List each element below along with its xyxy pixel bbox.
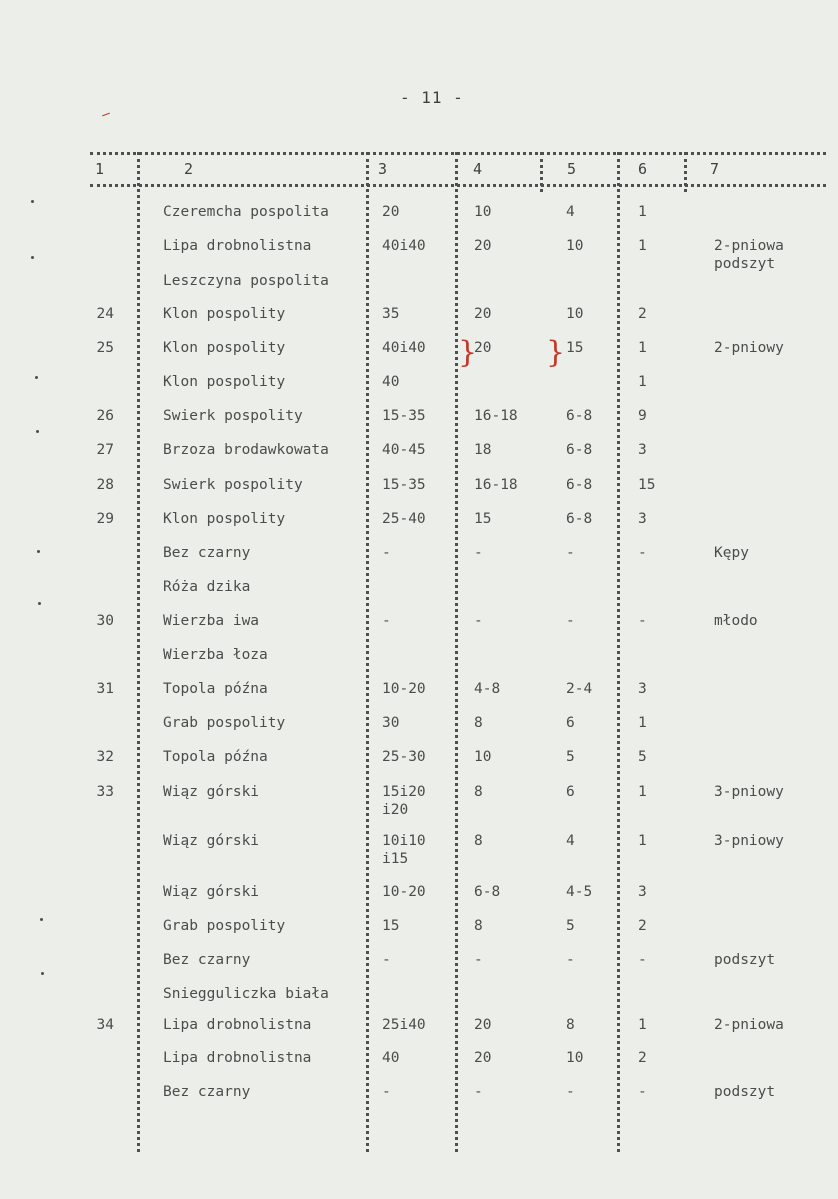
table-row [0, 510, 838, 544]
col4-value: 8 [474, 784, 483, 800]
col6-value: 1 [638, 784, 647, 800]
red-pen-mark [102, 113, 110, 117]
col3-value: 35 [382, 306, 400, 322]
col3-value: - [382, 545, 391, 561]
col4-value: 8 [474, 918, 483, 934]
col3-value: 15 [382, 918, 400, 934]
table-row [0, 917, 838, 951]
table-row [0, 441, 838, 475]
col4-value: 20 [474, 1050, 492, 1066]
col5-value: - [566, 613, 575, 629]
col6-value: - [638, 952, 647, 968]
species-name: Swierk pospolity [163, 408, 303, 424]
col5-value: 4 [566, 833, 575, 849]
col3-value: 25-30 [382, 749, 426, 765]
table-row [0, 783, 838, 817]
column-header-3: 3 [378, 160, 388, 178]
col6-value: 2 [638, 918, 647, 934]
page-number: - 11 - [400, 88, 464, 107]
col6-value: 15 [638, 477, 656, 493]
red-brace-col4: } [458, 335, 478, 370]
col4-value: - [474, 613, 483, 629]
table-row [0, 373, 838, 407]
species-name: Grab pospolity [163, 715, 286, 731]
species-name: Klon pospolity [163, 340, 286, 356]
species-name: Bez czarny [163, 952, 251, 968]
col5-value: - [566, 1084, 575, 1100]
species-name: Róża dzika [163, 579, 251, 595]
col6-value: 3 [638, 511, 647, 527]
species-name: Grab pospolity [163, 918, 286, 934]
col4-value: 20 [474, 340, 492, 356]
table-row [0, 335, 838, 373]
col3-value: 25i40 [382, 1017, 426, 1033]
table-row [0, 407, 838, 441]
col6-value: 1 [638, 715, 647, 731]
col6-value: 1 [638, 374, 647, 390]
col7-note: podszyt [714, 1084, 776, 1100]
col6-value: 1 [638, 1017, 647, 1033]
table-row [0, 578, 838, 612]
col5-value: 8 [566, 1017, 575, 1033]
column-header-5: 5 [567, 160, 577, 178]
col4-value: 20 [474, 238, 492, 254]
col5-value: 4 [566, 204, 575, 220]
table-top-rule [90, 152, 826, 155]
row-number: 25 [96, 340, 114, 356]
table-row [0, 612, 838, 646]
col6-value: - [638, 613, 647, 629]
col7-note: podszyt [714, 952, 776, 968]
col4-value: - [474, 545, 483, 561]
table-row [0, 544, 838, 578]
table-row [0, 883, 838, 917]
col4-value: 18 [474, 442, 492, 458]
col7-note: 3-pniowy [714, 833, 784, 849]
col5-value: 10 [566, 1050, 584, 1066]
col7-note: 2-pniowa podszyt [714, 238, 784, 272]
table-row [0, 1049, 838, 1083]
species-name: Wierzba łoza [163, 647, 268, 663]
col5-value: 5 [566, 918, 575, 934]
column-header-6: 6 [638, 160, 648, 178]
column-header-1: 1 [95, 160, 105, 178]
col3-value: 15-35 [382, 408, 426, 424]
row-number: 27 [96, 442, 114, 458]
col4-value: 10 [474, 204, 492, 220]
col4-value: 8 [474, 715, 483, 731]
table-row [0, 476, 838, 510]
column-header-2: 2 [184, 160, 194, 178]
col7-note: 2-pniowy [714, 340, 784, 356]
species-name: Wiąz górski [163, 784, 260, 800]
row-number: 30 [96, 613, 114, 629]
row-number: 24 [96, 306, 114, 322]
column-header-7: 7 [710, 160, 720, 178]
col3-value: 30 [382, 715, 400, 731]
col4-value: 16-18 [474, 477, 518, 493]
col5-value: 6-8 [566, 511, 593, 527]
species-name: Czeremcha pospolita [163, 204, 329, 220]
table-row [0, 748, 838, 782]
col5-value: 10 [566, 238, 584, 254]
col3-value: 40i40 [382, 238, 426, 254]
col6-value: 1 [638, 340, 647, 356]
species-name: Lipa drobnolistna [163, 1017, 312, 1033]
col7-note: 3-pniowy [714, 784, 784, 800]
col6-value: 2 [638, 306, 647, 322]
table-row [0, 832, 838, 866]
red-brace-col5: } [546, 335, 566, 370]
col6-value: 1 [638, 833, 647, 849]
species-name: Lipa drobnolistna [163, 1050, 312, 1066]
col3-value: - [382, 952, 391, 968]
col5-value: - [566, 545, 575, 561]
col3-value: 10-20 [382, 681, 426, 697]
column-divider-6 [684, 152, 687, 192]
col5-value: 6 [566, 715, 575, 731]
row-number: 31 [96, 681, 114, 697]
col6-value: - [638, 545, 647, 561]
species-name: Bez czarny [163, 1084, 251, 1100]
table-row [0, 272, 838, 306]
col3-value: 10i10 i15 [382, 833, 426, 867]
species-name: Klon pospolity [163, 306, 286, 322]
col5-value: - [566, 952, 575, 968]
table-header-rule [90, 184, 826, 187]
col4-value: - [474, 952, 483, 968]
row-number: 32 [96, 749, 114, 765]
species-name: Swierk pospolity [163, 477, 303, 493]
table-row [0, 714, 838, 748]
species-name: Wiąz górski [163, 884, 260, 900]
row-number: 33 [96, 784, 114, 800]
col6-value: 3 [638, 681, 647, 697]
col4-value: 16-18 [474, 408, 518, 424]
col4-value: 20 [474, 1017, 492, 1033]
species-name: Lipa drobnolistna [163, 238, 312, 254]
col3-value: 15i20 i20 [382, 784, 426, 818]
table-row [0, 951, 838, 985]
col5-value: 6-8 [566, 477, 593, 493]
col6-value: 1 [638, 238, 647, 254]
col4-value: 15 [474, 511, 492, 527]
column-divider-4 [540, 152, 543, 192]
species-name: Klon pospolity [163, 374, 286, 390]
col3-value: - [382, 613, 391, 629]
col5-value: 6-8 [566, 408, 593, 424]
species-name: Klon pospolity [163, 511, 286, 527]
col5-value: 2-4 [566, 681, 593, 697]
table-row [0, 1083, 838, 1117]
col4-value: 10 [474, 749, 492, 765]
species-name: Leszczyna pospolita [163, 273, 329, 289]
col6-value: 1 [638, 204, 647, 220]
col7-note: Kępy [714, 545, 749, 561]
row-number: 26 [96, 408, 114, 424]
col6-value: 9 [638, 408, 647, 424]
col5-value: 10 [566, 306, 584, 322]
col3-value: 15-35 [382, 477, 426, 493]
species-name: Wiąz górski [163, 833, 260, 849]
col5-value: 4-5 [566, 884, 593, 900]
col6-value: - [638, 1084, 647, 1100]
table-row [0, 237, 838, 271]
col3-value: 40-45 [382, 442, 426, 458]
col3-value: 40i40 [382, 340, 426, 356]
col5-value: 6 [566, 784, 575, 800]
row-number: 34 [96, 1017, 114, 1033]
species-name: Brzoza brodawkowata [163, 442, 329, 458]
col7-note: 2-pniowa [714, 1017, 784, 1033]
species-name: Topola późna [163, 681, 268, 697]
col4-value: 20 [474, 306, 492, 322]
row-number: 29 [96, 511, 114, 527]
col4-value: 4-8 [474, 681, 501, 697]
table-row [0, 646, 838, 680]
col5-value: 6-8 [566, 442, 593, 458]
species-name: Sniegguliczka biała [163, 986, 329, 1002]
table-row [0, 680, 838, 714]
col5-value: 5 [566, 749, 575, 765]
col3-value: 25-40 [382, 511, 426, 527]
table-row [0, 985, 838, 1019]
col4-value: 6-8 [474, 884, 501, 900]
table-row [0, 305, 838, 339]
row-number: 28 [96, 477, 114, 493]
col6-value: 5 [638, 749, 647, 765]
table-row [0, 203, 838, 237]
col4-value: - [474, 1084, 483, 1100]
col3-value: 40 [382, 374, 400, 390]
col6-value: 3 [638, 884, 647, 900]
column-header-4: 4 [473, 160, 483, 178]
col6-value: 3 [638, 442, 647, 458]
species-name: Topola późna [163, 749, 268, 765]
col3-value: 40 [382, 1050, 400, 1066]
col7-note: młodo [714, 613, 758, 629]
col3-value: - [382, 1084, 391, 1100]
col4-value: 8 [474, 833, 483, 849]
col3-value: 20 [382, 204, 400, 220]
col6-value: 2 [638, 1050, 647, 1066]
col3-value: 10-20 [382, 884, 426, 900]
col5-value: 15 [566, 340, 584, 356]
species-name: Wierzba iwa [163, 613, 260, 629]
species-name: Bez czarny [163, 545, 251, 561]
table-row [0, 1016, 838, 1050]
